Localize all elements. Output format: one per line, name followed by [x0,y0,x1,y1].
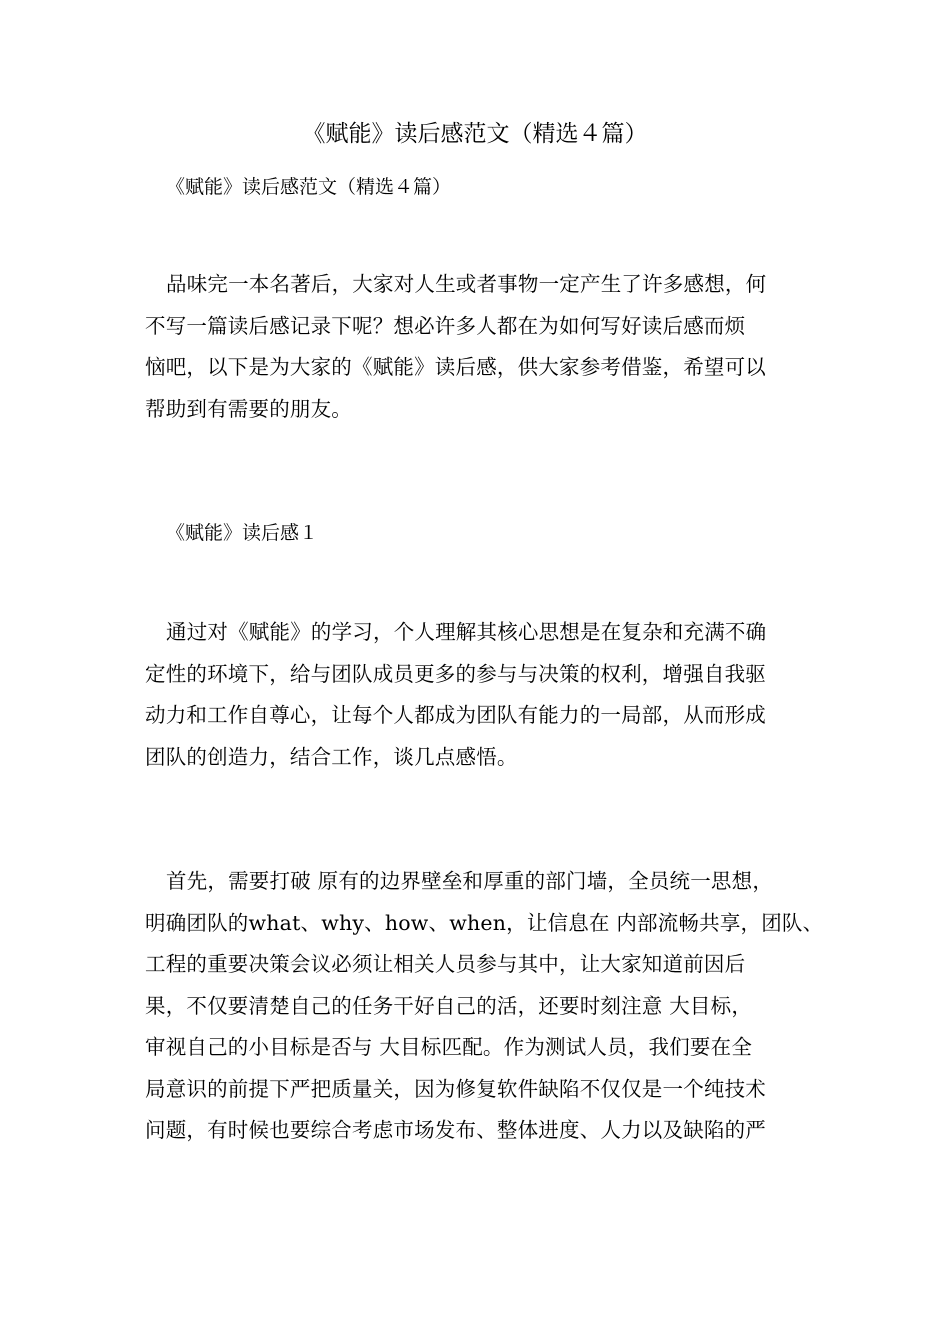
paragraph-line: 首先，需要打破 原有的边界壁垒和厚重的部门墙，全员统一思想， [166,869,774,893]
paragraph-line: 局意识的前提下严把质量关，因为修复软件缺陷不仅仅是一个纯技术 [145,1076,766,1101]
paragraph-line: 团队的创造力，结合工作，谈几点感悟。 [145,744,518,769]
paragraph-line: 审视自己的小目标是否与 大目标匹配。作为测试人员，我们要在全 [145,1035,753,1059]
paragraph-line: 通过对《赋能》的学习，个人理解其核心思想是在复杂和充满不确 [166,620,767,644]
paragraph-line: 果，不仅要清楚自己的任务干好自己的活，还要时刻注意 大目标， [145,993,753,1018]
document-subtitle: 《赋能》读后感范文（精选４篇） [166,176,452,198]
paragraph-line: 不写一篇读后感记录下呢？想必许多人都在为如何写好读后感而烦 [145,313,746,338]
paragraph-line: 帮助到有需要的朋友。 [145,396,352,421]
body-paragraph-2 [145,861,824,1152]
section-heading: 《赋能》读后感１ [166,522,319,544]
intro-paragraph [145,264,810,430]
paragraph-line: 明确团队的what、why、how、when，让信息在 内部流畅共享，团队、 [145,910,824,935]
paragraph-line: 定性的环境下，给与团队成员更多的参与与决策的权利，增强自我驱 [145,661,766,686]
paragraph-line: 动力和工作自尊心，让每个人都成为团队有能力的一局部，从而形成 [145,703,766,727]
paragraph-line: 品味完一本名著后，大家对人生或者事物一定产生了许多感想，何 [166,272,767,296]
paragraph-line: 工程的重要决策会议必须让相关人员参与其中，让大家知道前因后 [145,952,746,976]
paragraph-line: 问题，有时候也要综合考虑市场发布、整体进度、人力以及缺陷的严 [145,1118,766,1142]
paragraph-line: 恼吧，以下是为大家的《赋能》读后感，供大家参考借鉴，希望可以 [145,355,766,379]
body-paragraph-1 [145,612,810,778]
document-title: 《赋能》读后感范文（精选４篇） [302,121,648,147]
